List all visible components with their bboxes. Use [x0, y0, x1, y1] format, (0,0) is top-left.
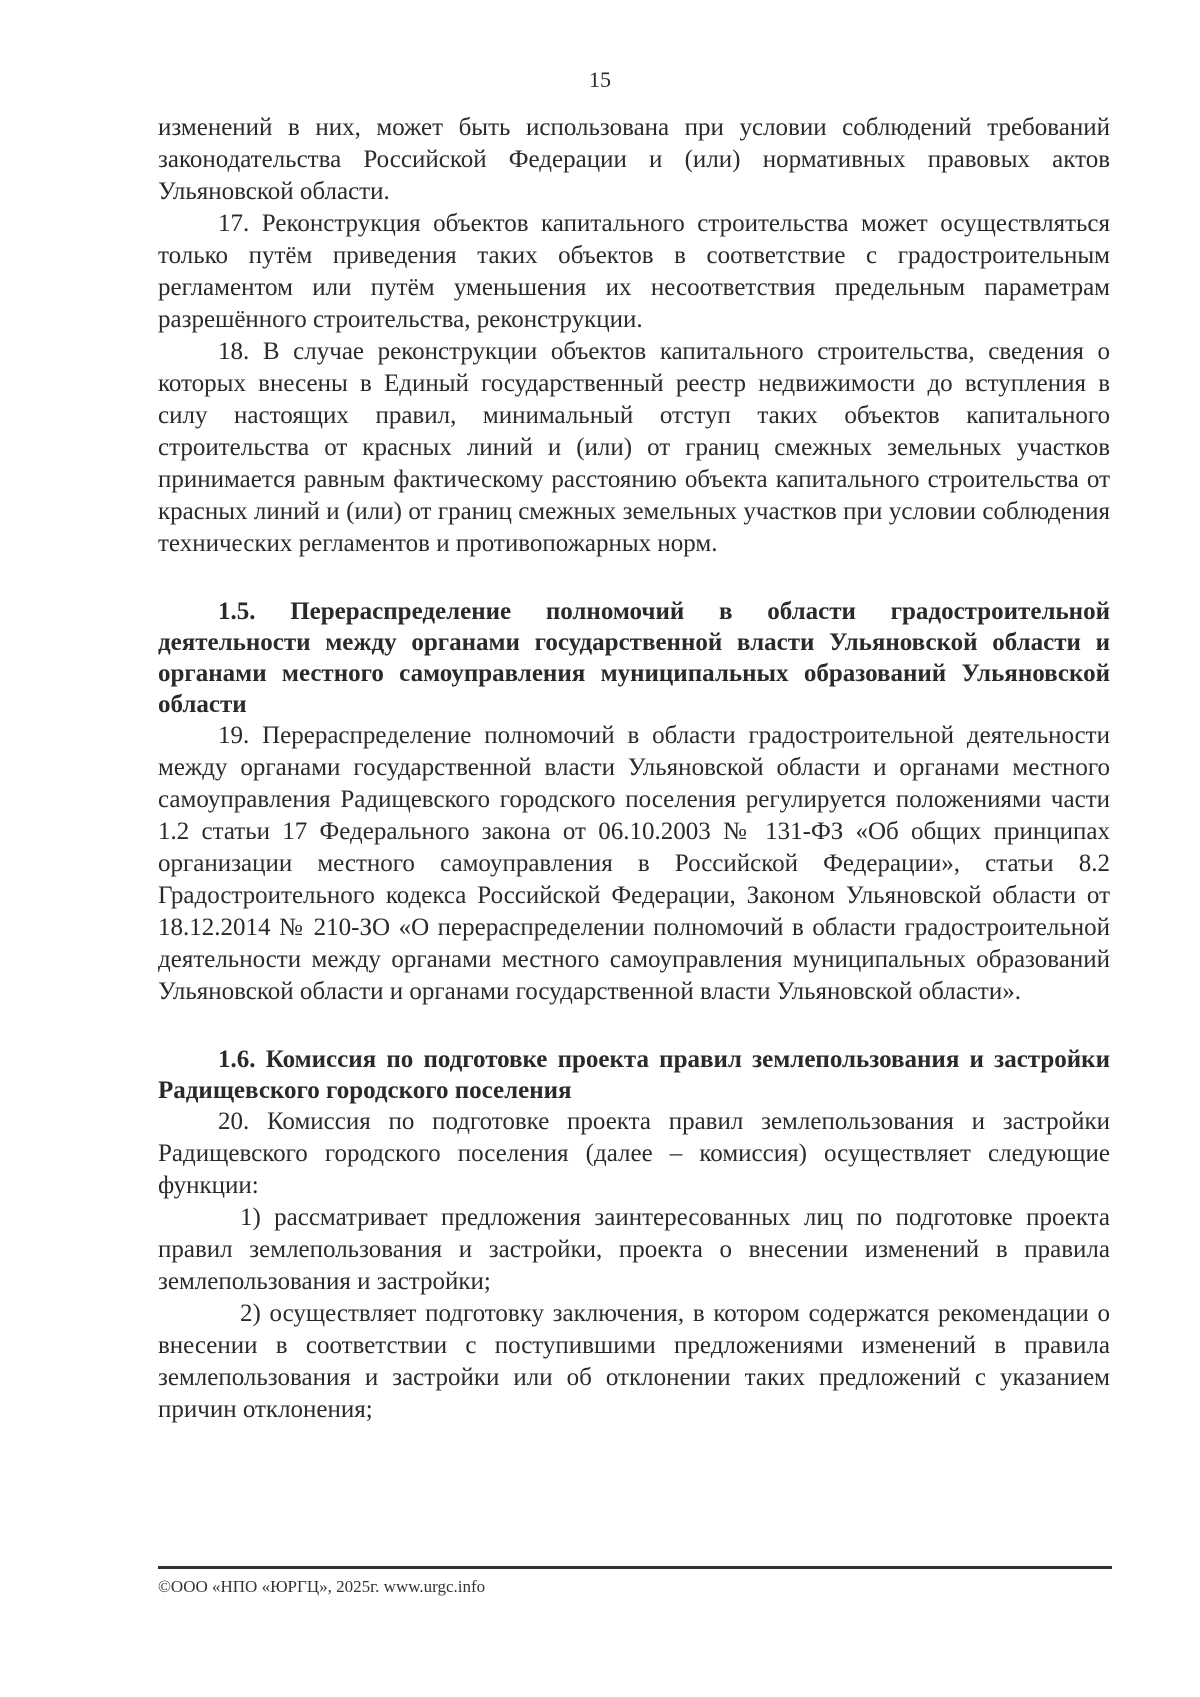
paragraph-20: 20. Комиссия по подготовке проекта правил землепользования и застройки Радищевского городского поселения (далее – комиссия) осуществляет следующие функции:: [158, 1108, 1110, 1199]
paragraph-continuation: изменений в них, может быть использована при условии соблюдений требований законодательства Российской Федерации и (или) нормативных правовых актов Ульяновской области.: [158, 114, 1110, 205]
paragraph-18: 18. В случае реконструкции объектов капитального строительства, сведения о которых внесены в Единый государственный реестр недвижимости до вступления в силу настоящих правил, минимальный отступ таких объектов капитального строительства от красных линий и (или) от границ смежных земельных участков принимается равным фактическому расстоянию объекта капитального строительства от красных линий и (или) от границ смежных земельных участков при условии соблюдения технических регламентов и противопожарных норм.: [158, 338, 1110, 557]
footer-divider: [158, 1566, 1112, 1569]
page-number: 15: [589, 67, 611, 92]
section-heading-1-5: 1.5. Перераспределение полномочий в области градостроительной деятельности между органами государственной власти Ульяновской области и органами местного самоуправления муниципальных образований Ульяновской области: [158, 598, 1110, 718]
list-item-1: 1) рассматривает предложения заинтересованных лиц по подготовке проекта правил землепользования и застройки, проекта о внесении изменений в правила землепользования и застройки;: [158, 1204, 1110, 1295]
paragraph-17: 17. Реконструкция объектов капитального строительства может осуществляться только путём приведения таких объектов в соответствие с градостроительным регламентом или путём уменьшения их несоответствия предельным параметрам разрешённого строительства, реконструкции.: [158, 210, 1110, 333]
spacer: [158, 1008, 1110, 1044]
footer-copyright: ©ООО «НПО «ЮРГЦ», 2025г. www.urgc.info: [158, 1577, 486, 1596]
document-body: [158, 112, 1110, 1426]
list-item-2: 2) осуществляет подготовку заключения, в котором содержатся рекомендации о внесении в соответствии с поступившими предложениями изменений в правила землепользования и застройки или об отклонении таких предложений с указанием причин отклонения;: [158, 1300, 1110, 1423]
paragraph-19: 19. Перераспределение полномочий в области градостроительной деятельности между органами государственной власти Ульяновской области и органами местного самоуправления Радищевского городского поселения регулируется положениями части 1.2 статьи 17 Федерального закона от 06.10.2003 № 131-ФЗ «Об общих принципах организации местного самоуправления в Российской Федерации», статьи 8.2 Градостроительного кодекса Российской Федерации, Законом Ульяновской области от 18.12.2014 № 210-ЗО «О перераспределении полномочий в области градостроительной деятельности между органами местного самоуправления муниципальных образований Ульяновской области и органами государственной власти Ульяновской области».: [158, 722, 1110, 1005]
section-heading-1-6: 1.6. Комиссия по подготовке проекта правил землепользования и застройки Радищевского городского поселения: [158, 1046, 1110, 1104]
spacer: [158, 560, 1110, 596]
